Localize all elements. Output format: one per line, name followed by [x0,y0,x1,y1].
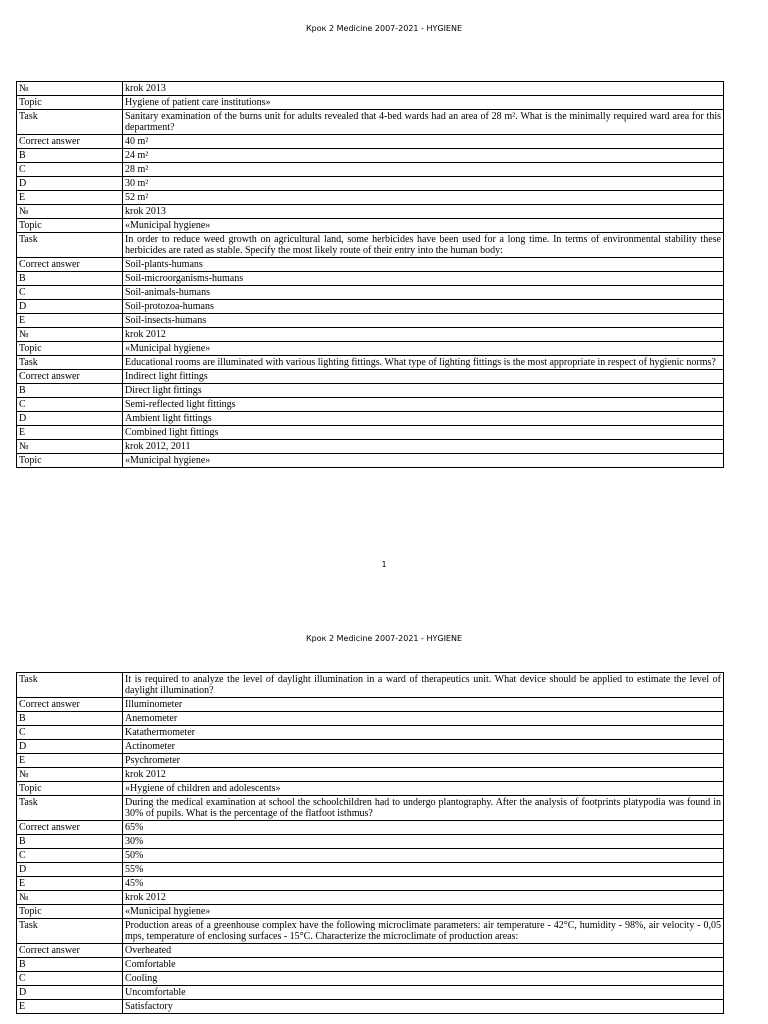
row-label: Topic [17,219,123,233]
page-header: Крок 2 Medicine 2007-2021 - HYGIENE [305,634,463,643]
row-value: krok 2012 [123,328,724,342]
row-label: D [17,300,123,314]
row-label: B [17,712,123,726]
question-table [16,81,724,468]
row-label: D [17,740,123,754]
table-row [17,258,724,272]
table-row [17,191,724,205]
table-row [17,835,724,849]
table-row [17,726,724,740]
page-header: Крок 2 Medicine 2007-2021 - HYGIENE [305,24,463,33]
row-label: № [17,82,123,96]
row-label: Correct answer [17,821,123,835]
table-row [17,412,724,426]
row-label: E [17,1000,123,1014]
row-value: 45% [123,877,724,891]
row-label: D [17,986,123,1000]
row-label: C [17,849,123,863]
row-label: Topic [17,905,123,919]
row-value: «Municipal hygiene» [123,219,724,233]
row-label: Topic [17,96,123,110]
row-value: Sanitary examination of the burns unit for adults revealed that 4-bed wards had an area of 28 m². What is the minimally required ward area for this department? [123,110,724,135]
row-label: D [17,412,123,426]
row-value: 40 m² [123,135,724,149]
table-row [17,440,724,454]
row-label: Correct answer [17,135,123,149]
row-value: 55% [123,863,724,877]
table-row [17,370,724,384]
row-value: 65% [123,821,724,835]
table-row [17,96,724,110]
table-row [17,768,724,782]
row-value: 28 m² [123,163,724,177]
row-label: E [17,754,123,768]
table-row [17,821,724,835]
table-row [17,110,724,135]
table-row [17,286,724,300]
row-value: Psychrometer [123,754,724,768]
table-row [17,314,724,328]
row-label: № [17,891,123,905]
row-label: E [17,191,123,205]
row-value: Illuminometer [123,698,724,712]
row-value: «Municipal hygiene» [123,342,724,356]
row-value: Soil-plants-humans [123,258,724,272]
row-label: Topic [17,454,123,468]
row-value: Hygiene of patient care institutions» [123,96,724,110]
row-value: krok 2012 [123,891,724,905]
table-row [17,863,724,877]
table-row [17,673,724,698]
row-value: Semi-reflected light fittings [123,398,724,412]
row-value: Anemometer [123,712,724,726]
row-value: Comfortable [123,958,724,972]
table-row [17,82,724,96]
row-label: Task [17,110,123,135]
table-row [17,149,724,163]
table-row [17,426,724,440]
table-row [17,1000,724,1014]
row-label: Task [17,233,123,258]
question-table [16,672,724,1014]
row-label: № [17,440,123,454]
row-label: № [17,768,123,782]
row-value: Soil-protozoa-humans [123,300,724,314]
row-label: C [17,163,123,177]
row-label: Correct answer [17,698,123,712]
row-value: Combined light fittings [123,426,724,440]
row-value: It is required to analyze the level of daylight illumination in a ward of therapeutics unit. What device should be applied to estimate the level of daylight illumination? [123,673,724,698]
row-value: During the medical examination at school the schoolchildren had to undergo plantography. After the analysis of footprints platypodia was found in 30% of pupils. What is the percentage of the flatfoot isthmus? [123,796,724,821]
row-value: krok 2013 [123,82,724,96]
row-value: Cooling [123,972,724,986]
row-label: B [17,835,123,849]
table-row [17,328,724,342]
row-label: C [17,398,123,412]
row-label: Task [17,356,123,370]
row-label: D [17,177,123,191]
table-row [17,300,724,314]
row-value: Direct light fittings [123,384,724,398]
row-value: Educational rooms are illuminated with various lighting fittings. What type of lighting fittings is the most appropriate in respect of hygienic norms? [123,356,724,370]
table-row [17,891,724,905]
row-value: 24 m² [123,149,724,163]
table-row [17,712,724,726]
row-label: B [17,272,123,286]
row-value: Ambient light fittings [123,412,724,426]
row-value: krok 2012, 2011 [123,440,724,454]
table-row [17,877,724,891]
row-label: E [17,877,123,891]
row-value: In order to reduce weed growth on agricultural land, some herbicides have been used for a long time. In terms of environmental stability these herbicides are rated as stable. Specify the most likely route of their entry into the human body: [123,233,724,258]
row-label: D [17,863,123,877]
table-row [17,398,724,412]
row-label: B [17,958,123,972]
table-row [17,384,724,398]
row-value: Soil-insects-humans [123,314,724,328]
table-row [17,905,724,919]
table-row [17,919,724,944]
table-row [17,958,724,972]
row-label: E [17,426,123,440]
row-label: E [17,314,123,328]
row-label: Task [17,796,123,821]
row-label: Task [17,919,123,944]
row-label: № [17,328,123,342]
row-value: 52 m² [123,191,724,205]
row-label: B [17,384,123,398]
row-value: 30% [123,835,724,849]
row-label: Topic [17,782,123,796]
page-2 [0,610,768,1024]
table-row [17,454,724,468]
row-label: C [17,286,123,300]
table-row [17,163,724,177]
row-value: Uncomfortable [123,986,724,1000]
row-value: «Municipal hygiene» [123,454,724,468]
table-row [17,972,724,986]
table-row [17,272,724,286]
page-number: 1 [381,560,387,569]
row-value: krok 2013 [123,205,724,219]
table-row [17,944,724,958]
row-label: C [17,726,123,740]
row-value: Indirect light fittings [123,370,724,384]
table-row [17,698,724,712]
table-row [17,740,724,754]
table-row [17,177,724,191]
row-value: Satisfactory [123,1000,724,1014]
row-value: Production areas of a greenhouse complex have the following microclimate parameters: air temperature - 42°C, humidity - 98%, air velocity - 0,05 mps, temperature of enclosing surfaces - 15°C. Characterize the microclimate of production areas: [123,919,724,944]
row-value: «Hygiene of children and adolescents» [123,782,724,796]
row-value: 50% [123,849,724,863]
row-label: B [17,149,123,163]
table-row [17,986,724,1000]
row-value: Katathermometer [123,726,724,740]
table-row [17,754,724,768]
row-value: Overheated [123,944,724,958]
table-row [17,342,724,356]
table-row [17,135,724,149]
row-value: «Municipal hygiene» [123,905,724,919]
row-label: Topic [17,342,123,356]
row-value: Actinometer [123,740,724,754]
table-row [17,233,724,258]
table-row [17,219,724,233]
row-label: № [17,205,123,219]
row-value: Soil-animals-humans [123,286,724,300]
row-label: Correct answer [17,258,123,272]
table-row [17,849,724,863]
table-row [17,782,724,796]
table-row [17,796,724,821]
row-value: Soil-microorganisms-humans [123,272,724,286]
row-label: Correct answer [17,944,123,958]
row-value: 30 m² [123,177,724,191]
row-label: Correct answer [17,370,123,384]
row-value: krok 2012 [123,768,724,782]
row-label: Task [17,673,123,698]
row-label: C [17,972,123,986]
table-row [17,205,724,219]
table-row [17,356,724,370]
